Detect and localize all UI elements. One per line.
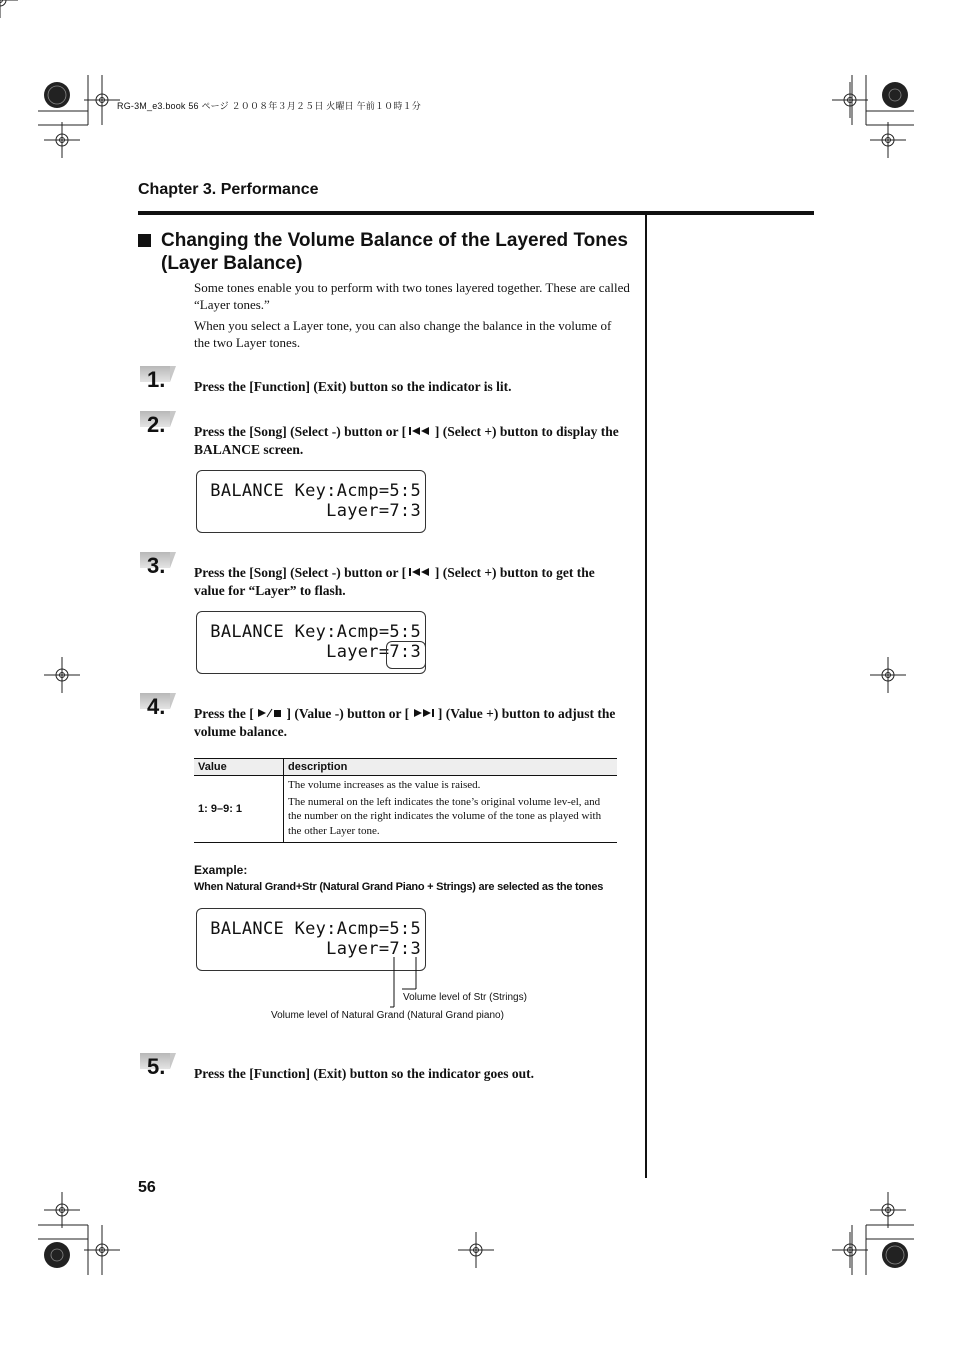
play-stop-icon — [257, 708, 283, 718]
column-rule — [645, 215, 647, 1178]
section-bullet-icon — [138, 234, 151, 247]
caption-natural-grand-volume: Volume level of Natural Grand (Natural Grand piano) — [271, 1010, 504, 1021]
lcd-display — [196, 611, 426, 674]
skip-forward-icon — [413, 708, 435, 718]
lcd-line-2: Layer=7:3 — [326, 939, 421, 959]
table-cell-description: The volume increases as the value is raised. The numeral on the left indicates the tone’s original volume lev-el, and the number on the right indicates the volume of the tone as played with the other Layer tone. — [284, 776, 618, 843]
step-number: 5. — [140, 1053, 174, 1085]
lcd-display — [196, 470, 426, 533]
table-row — [194, 776, 617, 843]
step-text: Press the [ ] (Value -) button or [ ] (Value +) button to adjust the volume balance. — [194, 706, 616, 739]
step-number: 1. — [140, 366, 174, 398]
step-text: Press the [Function] (Exit) button so the indicator goes out. — [194, 1066, 534, 1081]
flashing-value-highlight — [386, 641, 426, 669]
skip-back-icon — [409, 567, 431, 577]
lcd-line-1: BALANCE Key:Acmp=5:5 — [210, 919, 421, 939]
step-text: Press the [Function] (Exit) button so the indicator is lit. — [194, 379, 512, 394]
table-header-value: Value — [194, 759, 284, 776]
skip-back-icon — [409, 426, 431, 436]
intro-paragraph: Some tones enable you to perform with two tones layered together. These are called “Layer tones.” — [194, 280, 630, 312]
example-description: When Natural Grand+Str (Natural Grand Piano + Strings) are selected as the tones — [194, 881, 604, 893]
lcd-line-2: Layer=7:3 — [326, 501, 421, 521]
lcd-line-1: BALANCE Key:Acmp=5:5 — [210, 481, 421, 501]
header-note: RG-3M_e3.book 56 ページ ２００８年３月２５日 火曜日 午前１０時１分 — [117, 101, 421, 111]
lcd-line-1: BALANCE Key:Acmp=5:5 — [210, 622, 421, 642]
step-number: 4. — [140, 693, 174, 725]
chapter-title: Chapter 3. Performance — [138, 181, 319, 198]
step-number: 3. — [140, 552, 174, 584]
step-number: 2. — [140, 411, 174, 443]
caption-strings-volume: Volume level of Str (Strings) — [403, 992, 527, 1003]
header-rule — [138, 211, 814, 215]
page-number: 56 — [138, 1179, 156, 1196]
example-label: Example: — [194, 863, 248, 877]
table-cell-value: 1: 9–9: 1 — [194, 776, 284, 843]
caption-leader-lines — [380, 955, 440, 1015]
step-text: Press the [Song] (Select -) button or [ ] (Select +) button to display the BALANCE screen. — [194, 424, 619, 457]
intro-paragraph: When you select a Layer tone, you can also change the balance in the volume of the two Layer tones. — [194, 318, 612, 350]
step-text: Press the [Song] (Select -) button or [ ] (Select +) button to get the value for “Layer” to flash. — [194, 565, 595, 598]
table-header-description: description — [284, 759, 618, 776]
section-title: Changing the Volume Balance of the Layered Tones (Layer Balance) — [161, 230, 628, 274]
lcd-line-2: Layer=7:3 — [326, 642, 421, 662]
value-table — [194, 758, 617, 843]
